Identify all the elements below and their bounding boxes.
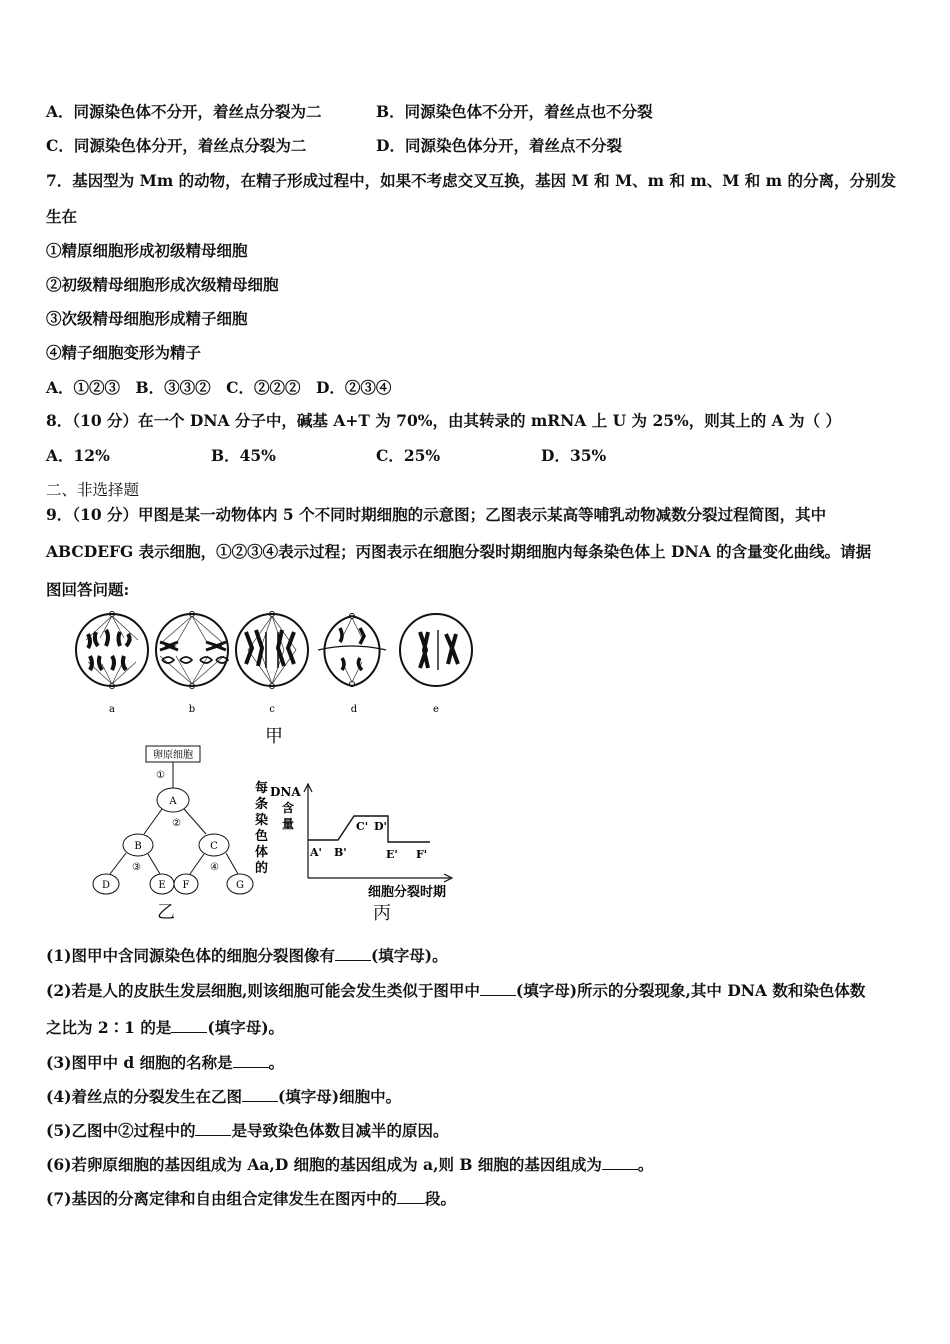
step-2-label: ②	[172, 818, 181, 829]
point-a-label: A'	[310, 846, 322, 859]
q7-stem-line1: 7．基因型为 Mm 的动物，在精子形成过程中，如果不考虑交叉互换，基因 M 和 M、m 和 m、M 和 m 的分离，分别发	[46, 171, 896, 190]
dna-curve	[308, 816, 430, 842]
q7-item-1: ①精原细胞形成初级精母细胞	[46, 241, 248, 260]
cell-label-d: d	[350, 704, 358, 715]
subq-4	[46, 1087, 401, 1107]
subq-7-text-a: (7)基因的分离定律和自由组合定律发生在图丙中的	[46, 1189, 397, 1208]
subq-5-blank[interactable]	[195, 1121, 231, 1136]
subq-2-cont	[46, 1018, 284, 1038]
point-f-label: F'	[416, 848, 428, 861]
subq-1-text-a: (1)图甲中含同源染色体的细胞分裂图像有	[46, 946, 335, 965]
point-c-label: C'	[356, 820, 369, 833]
q6-option-d: D．同源染色体分开，着丝点不分裂	[376, 136, 622, 155]
q8-option-b: B．45%	[211, 446, 276, 465]
subq-7-text-b: 段。	[424, 1189, 456, 1208]
q7-item-2: ②初级精母细胞形成次级精母细胞	[46, 275, 279, 294]
q7-stem-line2: 生在	[46, 207, 78, 226]
cell-a-diagram	[76, 612, 148, 689]
bing-ylabel-char-3: 染	[255, 813, 269, 828]
q9-stem-line3: 图回答问题:	[46, 580, 130, 599]
node-c-label: C	[210, 841, 218, 852]
figure-yi-caption: 乙	[157, 902, 175, 923]
subq-3-text-a: (3)图甲中 d 细胞的名称是	[46, 1053, 233, 1072]
q8-stem: 8．（10 分）在一个 DNA 分子中，碱基 A+T 为 70%，由其转录的 mRNA 上 U 为 25%，则其上的 A 为（ ）	[46, 411, 841, 430]
subq-6-text-b: 。	[637, 1155, 654, 1174]
cell-label-b: b	[188, 704, 196, 715]
subq-2	[46, 981, 865, 1001]
figure-jia	[66, 604, 486, 750]
q7-item-4: ④精子细胞变形为精子	[46, 343, 202, 362]
q8-option-a: A．12%	[46, 446, 110, 465]
bing-ylabel-dna: DNA	[270, 785, 301, 799]
node-g-label: G	[236, 880, 244, 891]
bing-ylabel-liang: 量	[282, 817, 295, 831]
cell-d-diagram	[318, 614, 386, 687]
node-b-label: B	[134, 841, 142, 852]
subq-1-text-b: (填字母)。	[370, 946, 448, 965]
q8-option-c: C．25%	[376, 446, 441, 465]
bing-xlabel: 细胞分裂时期	[368, 885, 447, 900]
section-heading: 二、非选择题	[46, 481, 140, 499]
subq-2-text-b: (填字母)所示的分裂现象,其中 DNA 数和染色体数	[515, 981, 866, 1000]
subq-3-blank[interactable]	[233, 1053, 269, 1068]
cell-e-diagram	[400, 614, 472, 686]
step-1-label: ①	[156, 770, 165, 781]
node-e-label: E	[158, 880, 166, 891]
q6-option-b: B．同源染色体不分开，着丝点也不分裂	[376, 102, 653, 121]
q6-option-c: C．同源染色体分开，着丝点分裂为二	[46, 136, 307, 155]
subq-6-text-a: (6)若卵原细胞的基因组成为 Aa,D 细胞的基因组成为 a,则 B 细胞的基因组成为	[46, 1155, 602, 1174]
q7-item-3: ③次级精母细胞形成精子细胞	[46, 309, 248, 328]
subq-5-text-b: 是导致染色体数目减半的原因。	[231, 1121, 449, 1140]
subq-2-blank-2[interactable]	[171, 1018, 207, 1033]
figure-bing	[250, 778, 480, 926]
figure-bing-caption: 丙	[373, 903, 391, 924]
node-d-label: D	[101, 880, 111, 891]
cell-c-diagram	[236, 612, 308, 689]
figure-jia-caption: 甲	[265, 726, 283, 747]
subq-5	[46, 1121, 448, 1141]
oogonium-label: 卵原细胞	[153, 750, 193, 761]
subq-2-text-c: 之比为 2∶1 的是	[46, 1018, 172, 1037]
q6-option-a: A．同源染色体不分开，着丝点分裂为二	[46, 102, 322, 121]
subq-7-blank[interactable]	[397, 1189, 425, 1204]
subq-1	[46, 946, 448, 966]
node-a-label: A	[169, 796, 177, 807]
q7-options: A．①②③ B．③③② C．②②② D．②③④	[46, 378, 392, 397]
step-3-label: ③	[132, 862, 141, 873]
bing-ylabel-char-6: 的	[255, 861, 269, 876]
cell-label-a: a	[109, 704, 115, 715]
bing-ylabel-han: 含	[282, 801, 295, 815]
subq-2-text-a: (2)若是人的皮肤生发层细胞,则该细胞可能会发生类似于图甲中	[46, 981, 480, 1000]
subq-4-text-b: (填字母)细胞中。	[277, 1087, 402, 1106]
node-f-label: F	[182, 880, 190, 891]
cell-b-diagram	[156, 612, 228, 689]
subq-4-blank[interactable]	[242, 1087, 278, 1102]
subq-5-text-a: (5)乙图中②过程中的	[46, 1121, 196, 1140]
subq-6-blank[interactable]	[602, 1155, 638, 1170]
bing-ylabel-char-2: 条	[255, 797, 269, 812]
bing-ylabel-char-1: 每	[255, 781, 269, 796]
subq-3-text-b: 。	[268, 1053, 285, 1072]
bing-ylabel-char-5: 体	[255, 845, 269, 860]
subq-2-text-d: (填字母)。	[207, 1018, 285, 1037]
bing-ylabel-right	[270, 785, 305, 831]
point-d-label: D'	[374, 820, 387, 833]
cell-label-e: e	[433, 704, 439, 715]
cell-label-c: c	[269, 704, 275, 715]
bing-ylabel-char-4: 色	[255, 829, 269, 844]
q9-stem-line2: ABCDEFG 表示细胞，①②③④表示过程；丙图表示在细胞分裂时期细胞内每条染色体上 DNA 的含量变化曲线。请据	[46, 542, 872, 561]
subq-3	[46, 1053, 284, 1073]
subq-7	[46, 1189, 456, 1209]
q8-option-d: D．35%	[541, 446, 607, 465]
point-b-label: B'	[334, 846, 347, 859]
subq-4-text-a: (4)着丝点的分裂发生在乙图	[46, 1087, 242, 1106]
subq-1-blank[interactable]	[335, 946, 371, 961]
subq-2-blank-1[interactable]	[480, 981, 516, 996]
subq-6	[46, 1155, 653, 1175]
q9-stem-line1: 9．（10 分）甲图是某一动物体内 5 个不同时期细胞的示意图；乙图表示某高等哺乳动物减数分裂过程简图，其中	[46, 505, 827, 524]
point-e-label: E'	[386, 848, 398, 861]
step-4-label: ④	[210, 862, 219, 873]
